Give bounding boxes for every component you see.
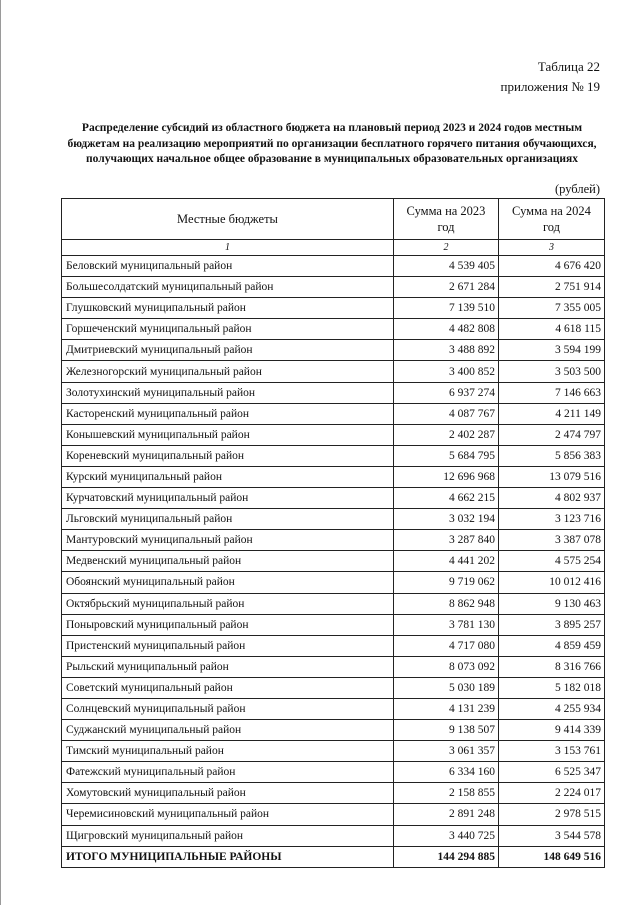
- amount-2024: 4 618 115: [499, 319, 605, 340]
- amount-2023: 12 696 968: [394, 466, 499, 487]
- district-name: Горшеченский муниципальный район: [62, 319, 394, 340]
- table-row: [62, 698, 605, 719]
- table-row: [62, 593, 605, 614]
- amount-2023: 9 138 507: [394, 720, 499, 741]
- district-name: Суджанский муниципальный район: [62, 720, 394, 741]
- appendix-reference: приложения № 19: [500, 79, 600, 94]
- col-header-2024: [499, 199, 605, 240]
- table-row: [62, 382, 605, 403]
- district-name: Беловский муниципальный район: [62, 256, 394, 277]
- amount-2023: 3 400 852: [394, 361, 499, 382]
- table-row: [62, 825, 605, 846]
- table-row: [62, 551, 605, 572]
- amount-2023: 5 684 795: [394, 445, 499, 466]
- amount-2023: 4 087 767: [394, 403, 499, 424]
- subsidy-table: [61, 198, 605, 868]
- table-row: [62, 635, 605, 656]
- table-row: [62, 256, 605, 277]
- table-row: [62, 614, 605, 635]
- amount-2024: 10 012 416: [499, 572, 605, 593]
- col-header-2024-label: Сумма на 2024 год: [512, 204, 591, 234]
- table-row: [62, 509, 605, 530]
- district-name: Щигровский муниципальный район: [62, 825, 394, 846]
- col-number-2: 2: [394, 240, 499, 256]
- total-label: ИТОГО МУНИЦИПАЛЬНЫЕ РАЙОНЫ: [62, 846, 394, 867]
- table-row: [62, 361, 605, 382]
- col-header-2023-label: Сумма на 2023 год: [406, 204, 486, 234]
- district-name: Октябрьский муниципальный район: [62, 593, 394, 614]
- district-name: Касторенский муниципальный район: [62, 403, 394, 424]
- district-name: Обоянский муниципальный район: [62, 572, 394, 593]
- amount-2023: 4 662 215: [394, 488, 499, 509]
- total-row: [62, 846, 605, 867]
- district-name: Солнцевский муниципальный район: [62, 698, 394, 719]
- amount-2024: 3 123 716: [499, 509, 605, 530]
- amount-2023: 3 440 725: [394, 825, 499, 846]
- document-title: Распределение субсидий из областного бюджета на плановый период 2023 и 2024 годов местным бюджетам на реализацию мероприятий по организации бесплатного горячего питания обучающихся, получающих начальное общее образование в муниципальных образовательных организациях: [67, 122, 597, 165]
- amount-2024: 8 316 766: [499, 656, 605, 677]
- table-row: [62, 277, 605, 298]
- district-name: Кореневский муниципальный район: [62, 445, 394, 466]
- district-name: Рыльский муниципальный район: [62, 656, 394, 677]
- table-row: [62, 530, 605, 551]
- table-row: [62, 804, 605, 825]
- district-name: Большесолдатский муниципальный район: [62, 277, 394, 298]
- amount-2023: 2 158 855: [394, 783, 499, 804]
- table-body: [62, 256, 605, 847]
- table-row: [62, 783, 605, 804]
- amount-2024: 4 859 459: [499, 635, 605, 656]
- col-header-budgets: Местные бюджеты: [62, 199, 394, 240]
- table-row: [62, 741, 605, 762]
- amount-2023: 8 073 092: [394, 656, 499, 677]
- amount-2024: 4 211 149: [499, 403, 605, 424]
- table-number: Таблица 22: [537, 59, 600, 74]
- col-number-3: 3: [499, 240, 605, 256]
- district-name: Льговский муниципальный район: [62, 509, 394, 530]
- amount-2023: 3 781 130: [394, 614, 499, 635]
- table-row: [62, 319, 605, 340]
- amount-2023: 4 482 808: [394, 319, 499, 340]
- table-header-row: [62, 199, 605, 240]
- district-name: Медвенский муниципальный район: [62, 551, 394, 572]
- table-row: [62, 488, 605, 509]
- table-row: [62, 572, 605, 593]
- amount-2023: 4 441 202: [394, 551, 499, 572]
- district-name: Золотухинский муниципальный район: [62, 382, 394, 403]
- amount-2024: 6 525 347: [499, 762, 605, 783]
- district-name: Глушковский муниципальный район: [62, 298, 394, 319]
- total-2024: 148 649 516: [499, 846, 605, 867]
- amount-2024: 3 544 578: [499, 825, 605, 846]
- amount-2024: 5 182 018: [499, 677, 605, 698]
- district-name: Фатежский муниципальный район: [62, 762, 394, 783]
- amount-2023: 2 671 284: [394, 277, 499, 298]
- district-name: Тимский муниципальный район: [62, 741, 394, 762]
- district-name: Пристенский муниципальный район: [62, 635, 394, 656]
- amount-2023: 9 719 062: [394, 572, 499, 593]
- total-2023: 144 294 885: [394, 846, 499, 867]
- amount-2024: 4 575 254: [499, 551, 605, 572]
- table-row: [62, 424, 605, 445]
- district-name: Хомутовский муниципальный район: [62, 783, 394, 804]
- table-row: [62, 762, 605, 783]
- amount-2024: 2 224 017: [499, 783, 605, 804]
- amount-2023: 8 862 948: [394, 593, 499, 614]
- table-row: [62, 298, 605, 319]
- district-name: Дмитриевский муниципальный район: [62, 340, 394, 361]
- district-name: Железногорский муниципальный район: [62, 361, 394, 382]
- amount-2023: 3 287 840: [394, 530, 499, 551]
- table-row: [62, 677, 605, 698]
- amount-2024: 3 503 500: [499, 361, 605, 382]
- amount-2023: 4 717 080: [394, 635, 499, 656]
- table-row: [62, 403, 605, 424]
- table-row: [62, 656, 605, 677]
- amount-2024: 3 153 761: [499, 741, 605, 762]
- amount-2023: 5 030 189: [394, 677, 499, 698]
- amount-2024: 9 130 463: [499, 593, 605, 614]
- amount-2024: 9 414 339: [499, 720, 605, 741]
- table-row: [62, 466, 605, 487]
- amount-2023: 2 891 248: [394, 804, 499, 825]
- table-row: [62, 445, 605, 466]
- amount-2023: 4 539 405: [394, 256, 499, 277]
- amount-2023: 3 488 892: [394, 340, 499, 361]
- column-number-row: [62, 240, 605, 256]
- amount-2023: 4 131 239: [394, 698, 499, 719]
- amount-2024: 2 751 914: [499, 277, 605, 298]
- amount-2024: 5 856 383: [499, 445, 605, 466]
- currency-unit: (рублей): [554, 182, 600, 196]
- district-name: Черемисиновский муниципальный район: [62, 804, 394, 825]
- district-name: Конышевский муниципальный район: [62, 424, 394, 445]
- amount-2023: 3 061 357: [394, 741, 499, 762]
- col-number-1: 1: [62, 240, 394, 256]
- district-name: Курчатовский муниципальный район: [62, 488, 394, 509]
- amount-2023: 2 402 287: [394, 424, 499, 445]
- amount-2024: 2 978 515: [499, 804, 605, 825]
- district-name: Курский муниципальный район: [62, 466, 394, 487]
- district-name: Мантуровский муниципальный район: [62, 530, 394, 551]
- scan-edge-line: [0, 0, 1, 905]
- amount-2024: 3 895 257: [499, 614, 605, 635]
- table-row: [62, 720, 605, 741]
- amount-2024: 7 146 663: [499, 382, 605, 403]
- district-name: Советский муниципальный район: [62, 677, 394, 698]
- amount-2024: 7 355 005: [499, 298, 605, 319]
- amount-2024: 4 802 937: [499, 488, 605, 509]
- col-header-2023: [394, 199, 499, 240]
- amount-2024: 4 676 420: [499, 256, 605, 277]
- amount-2023: 3 032 194: [394, 509, 499, 530]
- amount-2024: 2 474 797: [499, 424, 605, 445]
- amount-2024: 13 079 516: [499, 466, 605, 487]
- amount-2023: 6 937 274: [394, 382, 499, 403]
- district-name: Поныровский муниципальный район: [62, 614, 394, 635]
- amount-2024: 3 387 078: [499, 530, 605, 551]
- amount-2024: 3 594 199: [499, 340, 605, 361]
- amount-2023: 6 334 160: [394, 762, 499, 783]
- table-row: [62, 340, 605, 361]
- amount-2024: 4 255 934: [499, 698, 605, 719]
- amount-2023: 7 139 510: [394, 298, 499, 319]
